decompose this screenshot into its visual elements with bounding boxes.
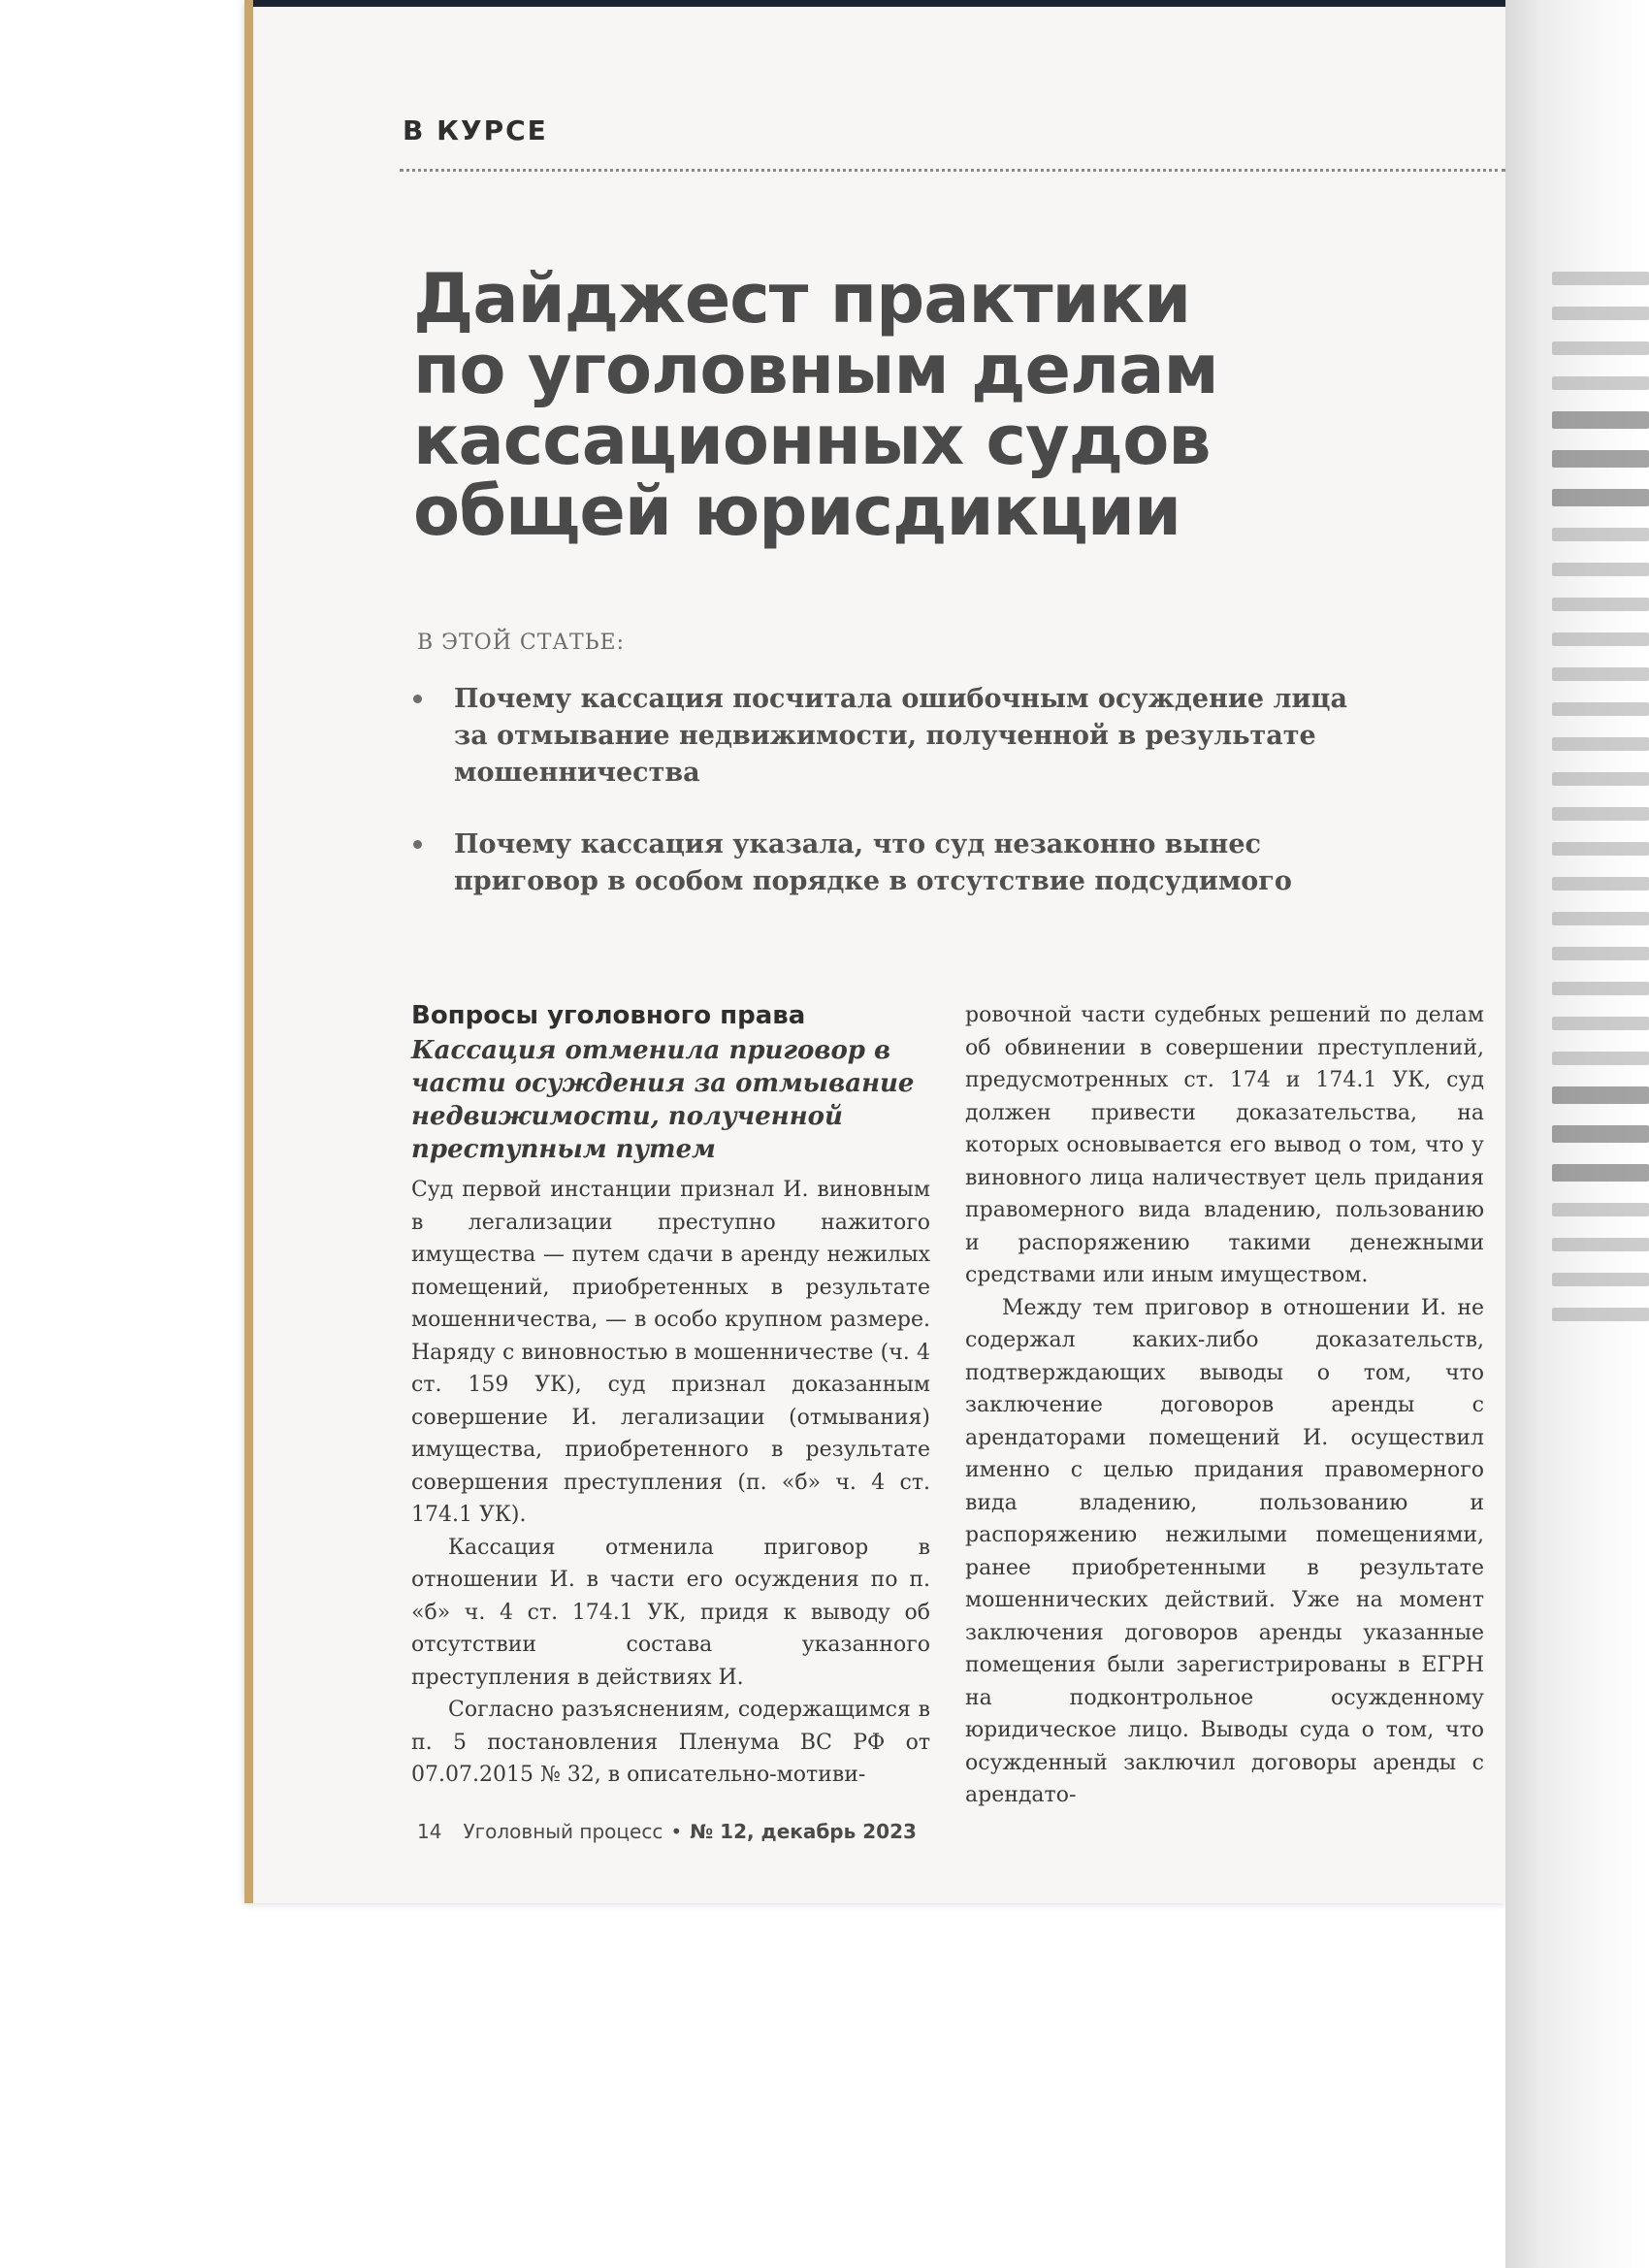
body-paragraph: Кассация отменила приговор в отношении И. в части его осуждения по п. «б» ч. 4 ст. 174.1 УК, придя к выводу об отсутствии состава указанного преступления в действиях И.: [411, 1535, 930, 1690]
body-paragraph: Между тем приговор в отношении И. не содержал каких-либо доказательств, подтверждающих выводы о том, что заключение договоров аренды с арендаторами помещений И. осуществил именно с целью придания правомерного вида владению, пользованию и распоряжению нежилыми помещениями, ранее приобретенными в результате мошеннических действий. Уже на момент заключения договоров аренды указанные помещения были зарегистрированы в ЕГРН на подконтрольное осужденному юридическое лицо. Выводы суда о том, что осужденный заключил договоры аренды с арендато-: [965, 1295, 1484, 1807]
issue-info: № 12, декабрь 2023: [690, 1820, 917, 1843]
in-article-label: В ЭТОЙ СТАТЬЕ:: [417, 631, 626, 655]
title-line: кассационных судов: [413, 401, 1211, 480]
bullet-icon: [413, 840, 422, 849]
article-highlights: [407, 681, 1377, 935]
page-number: 14: [417, 1820, 442, 1843]
left-column: [411, 999, 930, 1792]
body-paragraph: Суд первой инстанции признал И. виновным в легализации преступно нажитого имущества — путем сдачи в аренду нежилых помещений, приобретенных в результате мошенничества, — в особо крупном размере. Наряду с виновностью в мошенничестве (ч. 4 ст. 159 УК), суд признал доказанным совершение И. легализации (отмывания) имущества, приобретенного в результате совершения преступления (п. «б» ч. 4 ст. 174.1 УК).: [411, 1178, 930, 1527]
case-subheading: Кассация отменила приговор в части осуждения за отмывание недвижимости, полученной преступным путем: [411, 1036, 915, 1164]
dotted-divider: [400, 169, 1505, 172]
title-line: Дайджест практики: [413, 259, 1191, 339]
highlight-text: Почему кассация указала, что суд незаконно вынес приговор в особом порядке в отсутствие подсудимого: [454, 829, 1292, 896]
footer-separator: •: [670, 1820, 683, 1843]
adjacent-page-text-blur: [1552, 272, 1649, 1343]
right-column: [965, 999, 1484, 1812]
section-heading: Вопросы уголовного права: [411, 1001, 806, 1030]
body-paragraph: ровочной части судебных решений по делам об обвинении в совершении преступлений, предусмотренных ст. 174 и 174.1 УК, суд должен привести доказательства, на которых основывается его вывод о том, что у виновного лица наличествует цель придания правомерного вида владению, пользованию и распоряжению такими денежными средствами или иным имуществом.: [965, 1003, 1484, 1287]
highlight-item: [407, 681, 1377, 792]
page-footer: [417, 1820, 917, 1843]
title-line: по уголовным делам: [413, 330, 1218, 409]
bullet-icon: [413, 695, 422, 703]
page-spine-edge: [244, 0, 253, 1903]
publication-name: Уголовный процесс: [463, 1820, 663, 1843]
article-title: [413, 259, 1286, 551]
section-label: В КУРСЕ: [403, 114, 548, 146]
highlight-item: [407, 826, 1377, 900]
scan-top-edge: [244, 0, 1505, 7]
title-line: общей юрисдикции: [413, 471, 1181, 551]
highlight-text: Почему кассация посчитала ошибочным осуждение лица за отмывание недвижимости, полученной в результате мошенничества: [454, 684, 1347, 788]
body-paragraph: Согласно разъяснениям, содержащимся в п. 5 постановления Пленума ВС РФ от 07.07.2015 № 32, в описательно-мотиви-: [411, 1698, 930, 1787]
